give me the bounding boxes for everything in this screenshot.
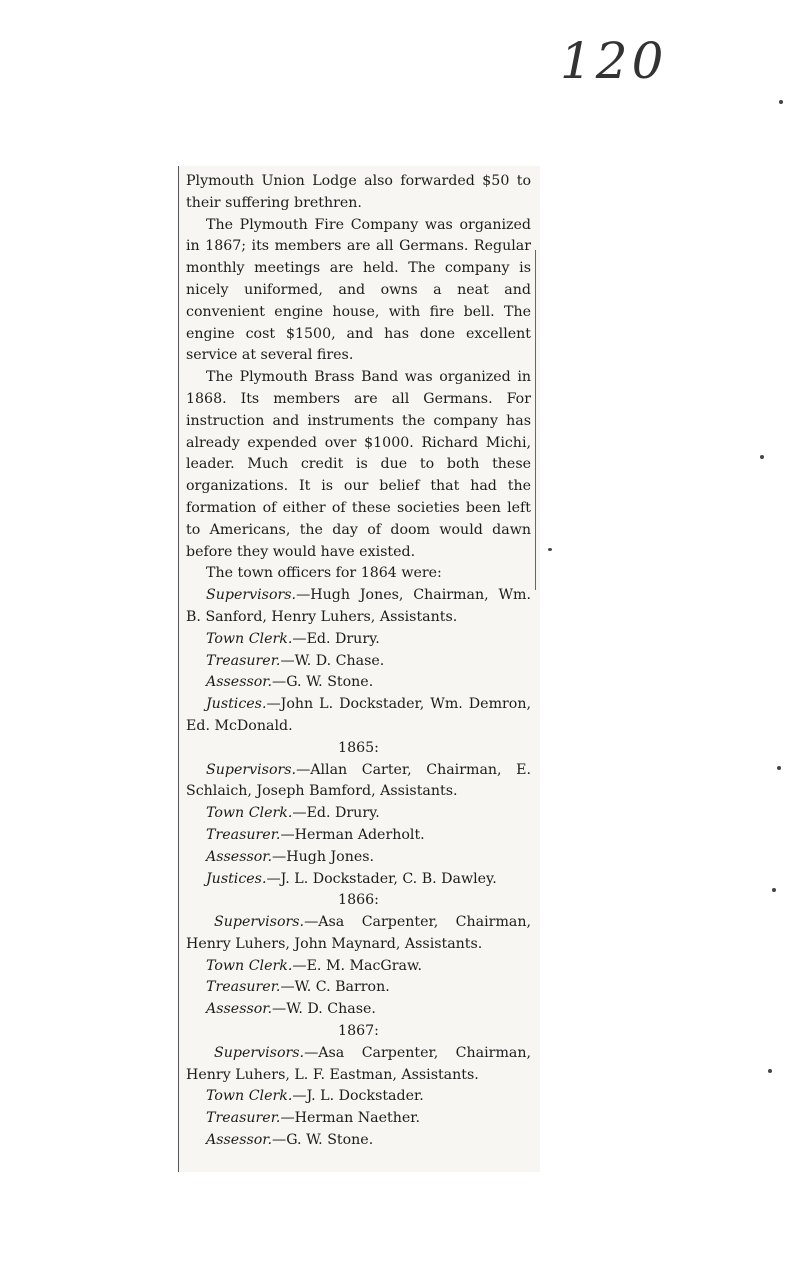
role-label: Supervisors. (214, 1044, 305, 1061)
article-body (186, 171, 531, 1152)
officer-names: —Herman Aderholt. (280, 826, 425, 843)
officer-names: —W. D. Chase. (272, 1001, 376, 1018)
role-label: Town Clerk. (206, 630, 293, 647)
officer-names: —Herman Naether. (280, 1110, 420, 1127)
officers-1865 (186, 738, 531, 891)
scan-speck (760, 455, 764, 459)
officer-names: —J. L. Dockstader, C. B. Dawley. (266, 870, 497, 887)
justices-1864 (186, 694, 531, 738)
supervisors-1867 (186, 1043, 531, 1087)
assessor-1867 (186, 1130, 531, 1152)
role-label: Supervisors. (206, 761, 297, 778)
officer-names: —Ed. Drury. (292, 630, 380, 647)
treasurer-1867 (186, 1108, 531, 1130)
treasurer-1865 (186, 825, 531, 847)
role-label: Town Clerk. (206, 805, 293, 822)
officer-names: —J. L. Dockstader. (292, 1088, 424, 1105)
role-label: Justices. (206, 870, 267, 887)
officer-names: —John L. Dockstader, Wm. Demron, Ed. McDonald. (186, 696, 531, 734)
officer-names: —E. M. MacGraw. (292, 957, 422, 974)
scan-speck (768, 1069, 772, 1073)
treasurer-1866 (186, 977, 531, 999)
officers-1867 (186, 1021, 531, 1152)
role-label: Assessor. (206, 848, 273, 865)
officer-names: —Hugh Jones. (272, 848, 375, 865)
officer-names: —Asa Carpenter, Chairman, Henry Luhers, John Maynard, Assistants. (186, 914, 531, 952)
officer-names: —G. W. Stone. (272, 1132, 374, 1149)
officer-names: —Hugh Jones, Chairman, Wm. B. Sanford, Henry Luhers, Assistants. (186, 587, 531, 625)
role-label: Treasurer. (206, 1110, 281, 1127)
justices-1865 (186, 869, 531, 891)
role-label: Assessor. (206, 1001, 273, 1018)
treasurer-1864 (186, 651, 531, 673)
scan-speck (548, 548, 552, 551)
officers-1864 (186, 585, 531, 738)
year-heading-1867: 1867: (338, 1023, 379, 1040)
column-rule (535, 250, 536, 590)
role-label: Assessor. (206, 674, 273, 691)
role-label: Town Clerk. (206, 957, 293, 974)
officer-names: —W. D. Chase. (280, 652, 385, 669)
page-number: 120 (560, 32, 668, 90)
clerk-1867 (186, 1086, 531, 1108)
supervisors-1864 (186, 585, 531, 629)
role-label: Treasurer. (206, 652, 281, 669)
officer-names: —Ed. Drury. (292, 805, 380, 822)
assessor-1866 (186, 999, 531, 1021)
assessor-1865 (186, 847, 531, 869)
officer-names: —W. C. Barron. (280, 979, 390, 996)
paragraph-lodge: Plymouth Union Lodge also forwarded $50 to their suffering brethren. (186, 173, 531, 211)
supervisors-1866 (186, 912, 531, 956)
year-heading-1866: 1866: (338, 892, 379, 909)
officer-names: —Asa Carpenter, Chairman, Henry Luhers, L. F. Eastman, Assistants. (186, 1044, 531, 1083)
role-label: Town Clerk. (206, 1088, 293, 1105)
year-heading-1865: 1865: (338, 739, 379, 756)
supervisors-1865 (186, 760, 531, 804)
paragraph-brass-band: The Plymouth Brass Band was organized in 1868. Its members are all Germans. For instruction and instruments the company has already expended over $1000. Richard Michi, leader. Much credit is due to both these organizations. It is our belief that had the formation of either of these societies been left to Americans, the day of doom would dawn before they would have existed. (186, 369, 531, 560)
scan-speck (772, 888, 776, 892)
scan-speck (779, 100, 783, 104)
clerk-1864 (186, 629, 531, 651)
officer-names: —G. W. Stone. (272, 674, 374, 691)
clerk-1866 (186, 956, 531, 978)
scan-speck (777, 766, 781, 770)
clerk-1865 (186, 803, 531, 825)
role-label: Supervisors. (214, 914, 305, 931)
role-label: Treasurer. (206, 826, 281, 843)
role-label: Justices. (206, 696, 267, 713)
role-label: Treasurer. (206, 979, 281, 996)
officers-1866 (186, 890, 531, 1021)
role-label: Supervisors. (206, 587, 297, 604)
paragraph-officers-intro: The town officers for 1864 were: (206, 565, 442, 582)
officer-names: —Allan Carter, Chairman, E. Schlaich, Joseph Bamford, Assistants. (186, 761, 531, 800)
role-label: Assessor. (206, 1132, 273, 1149)
paragraph-fire-company: The Plymouth Fire Company was organized in 1867; its members are all Germans. Regular monthly meetings are held. The company is nicely uniformed, and owns a neat and convenient engine house, with fire bell. The engine cost $1500, and has done excellent service at several fires. (186, 216, 531, 364)
assessor-1864 (186, 672, 531, 694)
